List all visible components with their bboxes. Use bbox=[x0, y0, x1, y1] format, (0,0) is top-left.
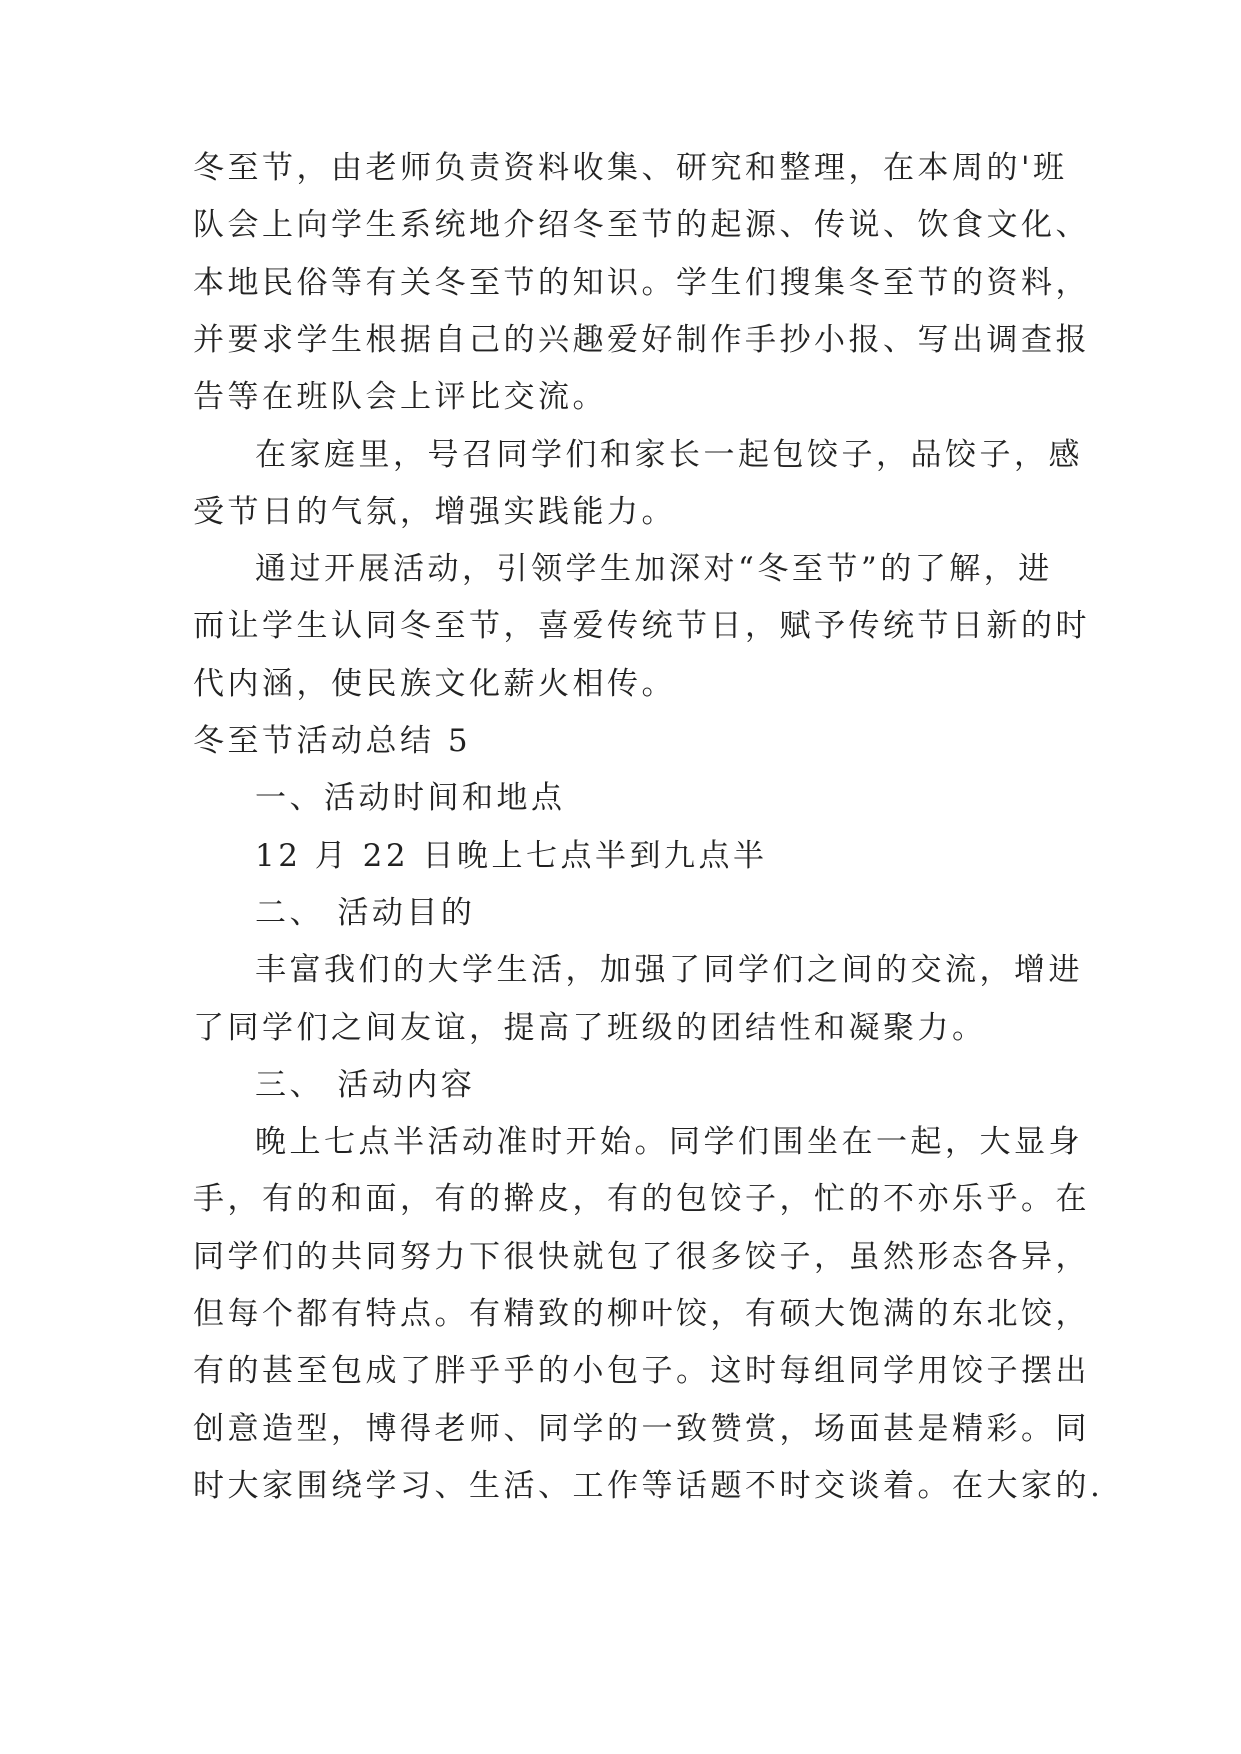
text-line: 但每个都有特点。有精致的柳叶饺，有硕大饱满的东北饺， bbox=[193, 1296, 1090, 1332]
text-line: 时大家围绕学习、生活、工作等话题不时交谈着。在大家的. bbox=[193, 1467, 1104, 1504]
section-heading: 冬至节活动总结 5 bbox=[193, 723, 472, 759]
subheading: 二、 活动目的 bbox=[255, 894, 476, 931]
subheading: 一、活动时间和地点 bbox=[255, 780, 566, 817]
text-line: 同学们的共同努力下很快就包了很多饺子，虽然形态各异， bbox=[193, 1238, 1090, 1275]
text-line: 队会上向学生系统地介绍冬至节的起源、传说、饮食文化、 bbox=[193, 207, 1090, 244]
text-line: 晚上七点半活动准时开始。同学们围坐在一起，大显身 bbox=[255, 1124, 1083, 1161]
text-line: 在家庭里，号召同学们和家长一起包饺子，品饺子，感 bbox=[255, 436, 1083, 473]
text-line: 有的甚至包成了胖乎乎的小包子。这时每组同学用饺子摆出 bbox=[193, 1353, 1090, 1390]
text-line: 冬至节，由老师负责资料收集、研究和整理，在本周的'班 bbox=[193, 150, 1068, 186]
text-line: 丰富我们的大学生活，加强了同学们之间的交流，增进 bbox=[255, 952, 1083, 989]
subheading: 三、 活动内容 bbox=[255, 1066, 476, 1103]
text-line: 本地民俗等有关冬至节的知识。学生们搜集冬至节的资料， bbox=[193, 264, 1090, 301]
text-line: 而让学生认同冬至节，喜爱传统节日，赋予传统节日新的时 bbox=[193, 608, 1090, 645]
text-line: 并要求学生根据自己的兴趣爱好制作手抄小报、写出调查报 bbox=[193, 321, 1090, 358]
text-line: 创意造型，博得老师、同学的一致赞赏，场面甚是精彩。同 bbox=[193, 1410, 1090, 1447]
text-line: 了同学们之间友谊，提高了班级的团结性和凝聚力。 bbox=[193, 1009, 987, 1046]
text-line: 告等在班队会上评比交流。 bbox=[193, 379, 607, 416]
text-line: 12 月 22 日晚上七点半到九点半 bbox=[255, 837, 768, 874]
text-line: 手，有的和面，有的擀皮，有的包饺子，忙的不亦乐乎。在 bbox=[193, 1181, 1090, 1218]
text-line: 代内涵，使民族文化薪火相传。 bbox=[193, 665, 676, 702]
text-line: 受节日的气氛，增强实践能力。 bbox=[193, 493, 676, 530]
text-line: 通过开展活动，引领学生加深对“冬至节”的了解，进 bbox=[255, 551, 1053, 588]
